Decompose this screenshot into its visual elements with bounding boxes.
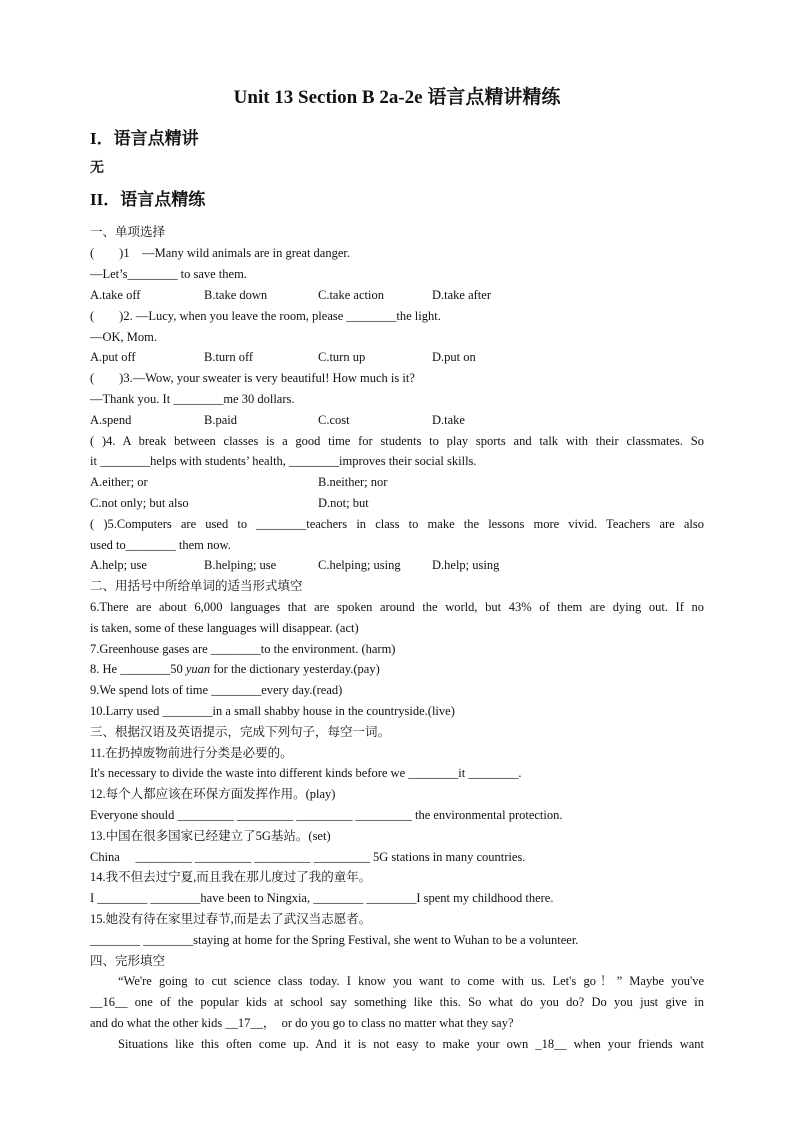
q11-english: It's necessary to divide the waste into different kinds before we ________it ________. <box>90 766 522 780</box>
q3-option-b: B.paid <box>204 413 237 427</box>
q5-option-d: D.help; using <box>432 558 500 572</box>
q4-option-d: D.not; but <box>318 496 369 510</box>
q8-part2: for the dictionary yesterday.(pay) <box>210 662 380 676</box>
q15-english: ________ ________staying at home for the Spring Festival, she went to Wuhan to be a volunteer. <box>90 933 579 947</box>
q4-option-b: B.neither; nor <box>318 475 388 489</box>
q12-chinese: 12.每个人都应该在环保方面发挥作用。(play) <box>90 787 336 801</box>
cloze-line-2: __16__ one of the popular kids at school say something like this. So what do you do? Do you just give in <box>90 995 704 1009</box>
q12-english: Everyone should _________ _________ _________ _________ the environmental protection. <box>90 808 563 822</box>
page-title: Unit 13 Section B 2a-2e 语言点精讲精练 <box>233 87 561 108</box>
q9: 9.We spend lots of time ________every day.(read) <box>90 683 343 697</box>
q2-line2: —OK, Mom. <box>90 330 158 344</box>
section4-heading: 四、完形填空 <box>90 954 166 968</box>
q2-option-c: C.turn up <box>318 350 366 364</box>
q2-stem: ( )2. —Lucy, when you leave the room, please ________the light. <box>90 309 441 323</box>
section3-heading: 三、根据汉语及英语提示，完成下列句子，每空一词。 <box>90 725 391 739</box>
q6-line2: is taken, some of these languages will disappear. (act) <box>90 621 359 635</box>
q1-line2: —Let’s________ to save them. <box>90 267 247 281</box>
q2-option-d: D.put on <box>432 350 476 364</box>
q13-english: China _________ _________ _________ _________ 5G stations in many countries. <box>90 850 526 864</box>
q1-option-c: C.take action <box>318 288 384 302</box>
q14-chinese: 14.我不但去过宁夏,而且我在那儿度过了我的童年。 <box>90 870 372 884</box>
cloze-line-3: and do what the other kids __17__， or do you go to class no matter what they say? <box>90 1016 514 1030</box>
q8-part1: 8. He ________50 <box>90 662 186 676</box>
part1-content: 无 <box>90 161 104 176</box>
q3-option-d: D.take <box>432 413 465 427</box>
q5-option-a: A.help; use <box>90 558 147 572</box>
section1-heading: 一、单项选择 <box>90 225 166 239</box>
q1-stem: ( )1 —Many wild animals are in great danger. <box>90 246 350 260</box>
q2-option-a: A.put off <box>90 350 136 364</box>
q1-option-a: A.take off <box>90 288 141 302</box>
q4-option-a: A.either; or <box>90 475 148 489</box>
q15-chinese: 15.她没有待在家里过春节,而是去了武汉当志愿者。 <box>90 912 372 926</box>
q3-stem: ( )3.—Wow, your sweater is very beautiful! How much is it? <box>90 371 415 385</box>
q5-option-c: C.helping; using <box>318 558 401 572</box>
q5-line2: used to________ them now. <box>90 538 231 552</box>
q14-english: I ________ ________have been to Ningxia, ________ ________I spent my childhood there. <box>90 891 554 905</box>
part1-heading: I．语言点精讲 <box>90 129 199 148</box>
q3-option-a: A.spend <box>90 413 132 427</box>
q3-line2: —Thank you. It ________me 30 dollars. <box>90 392 295 406</box>
q4-option-c: C.not only; but also <box>90 496 189 510</box>
q11-chinese: 11.在扔掉废物前进行分类是必要的。 <box>90 746 293 760</box>
cloze-line-1: “We're going to cut science class today. I know you want to come with us. Let's go！” Maybe you've <box>118 974 704 988</box>
q8-yuan: yuan <box>185 662 211 676</box>
q2-option-b: B.turn off <box>204 350 254 364</box>
q5-stem: ( )5.Computers are used to ________teachers in class to make the lessons more vivid. Teachers are also <box>90 517 704 531</box>
q6-line1: 6.There are about 6,000 languages that are spoken around the world, but 43% of them are dying out. If no <box>90 600 704 614</box>
q1-option-d: D.take after <box>432 288 491 302</box>
part2-heading: II．语言点精练 <box>90 190 206 209</box>
q13-chinese: 13.中国在很多国家已经建立了5G基站。(set) <box>90 829 331 843</box>
q1-option-b: B.take down <box>204 288 268 302</box>
q8 <box>90 660 704 678</box>
section2-heading: 二、用括号中所给单词的适当形式填空 <box>90 579 303 593</box>
q4-stem: ( )4. A break between classes is a good time for students to play sports and talk with their classmates. So <box>90 434 704 448</box>
q7: 7.Greenhouse gases are ________to the environment. (harm) <box>90 642 396 656</box>
q5-option-b: B.helping; use <box>204 558 277 572</box>
q3-option-c: C.cost <box>318 413 350 427</box>
q10: 10.Larry used ________in a small shabby house in the countryside.(live) <box>90 704 455 718</box>
cloze-line-4: Situations like this often come up. And it is not easy to make your own _18__ when your friends want <box>118 1037 704 1051</box>
q4-line2: it ________helps with students’ health, ________improves their social skills. <box>90 454 477 468</box>
